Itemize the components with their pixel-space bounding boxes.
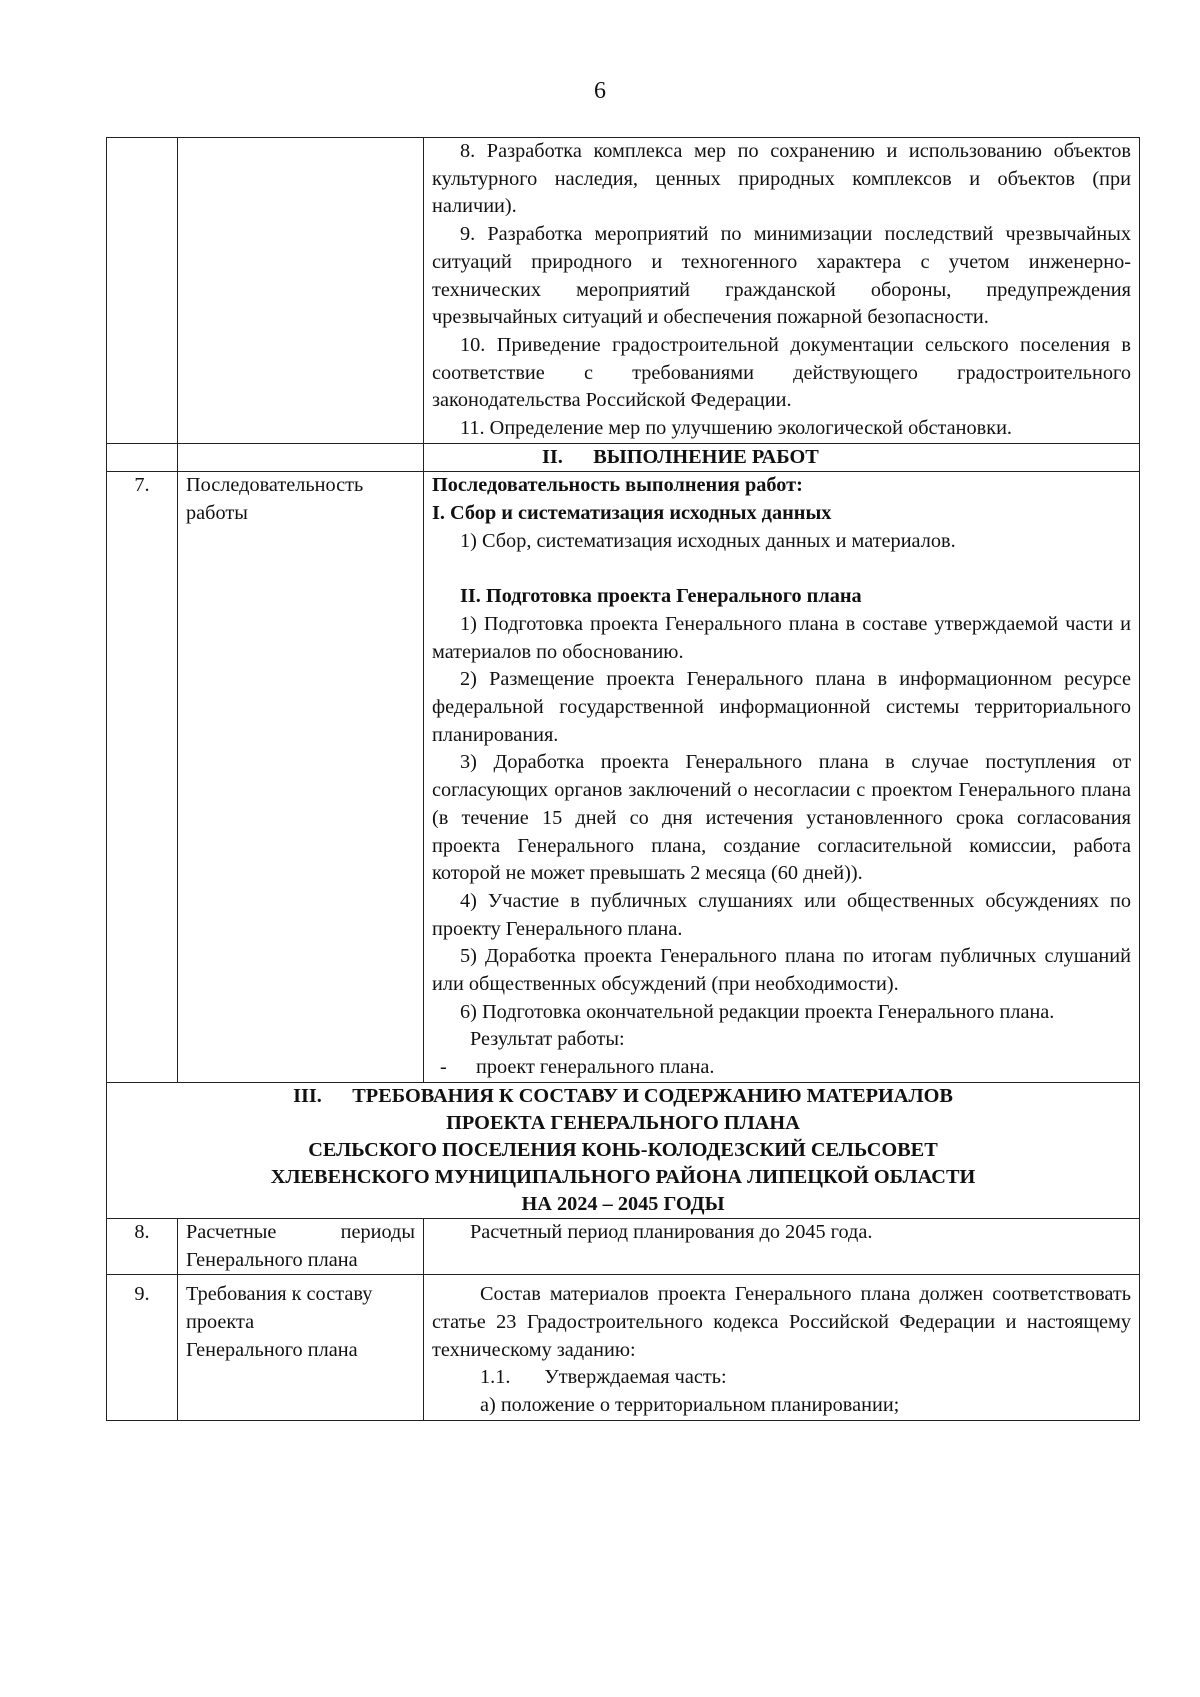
stage-1-title: I. Сбор и систематизация исходных данных	[432, 502, 832, 525]
page-number: 6	[594, 78, 606, 104]
requirements-table	[106, 137, 1140, 1421]
table-row	[107, 1275, 1140, 1421]
list-item: 9. Разработка мероприятий по минимизации последствий чрезвычайных ситуаций природного и техногенного характера с учетом инженерно-технических мероприятий гражданской обороны, предупреждения чрезвычайных ситуаций и обеспечения пожарной безопасности.	[432, 223, 1131, 329]
row-number: 9.	[107, 1275, 178, 1421]
row-label: Последовательность работы	[178, 472, 424, 1082]
list-item: 10. Приведение градостроительной документации сельского поселения в соответствие с требованиями действующего градостроительного законодательства Российской Федерации.	[432, 333, 1131, 412]
list-item: 1) Подготовка проекта Генерального плана в составе утверждаемой части и материалов по обоснованию.	[432, 612, 1131, 663]
list-item: 11. Определение мер по улучшению экологической обстановки.	[460, 417, 1012, 440]
row-number: 8.	[107, 1218, 178, 1274]
section-2-title: II. ВЫПОЛНЕНИЕ РАБОТ	[424, 443, 1140, 472]
result-label: Результат работы:	[470, 1028, 625, 1051]
row-content	[424, 472, 1140, 1082]
row-number: 7.	[107, 472, 178, 1082]
row-label: Требования к составу проекта Генерального плана	[178, 1275, 424, 1421]
row-content: Расчетный период планирования до 2045 года.	[424, 1218, 1140, 1274]
list-item: а) положение о территориальном планировании;	[480, 1394, 900, 1417]
table-row	[107, 1218, 1140, 1274]
section-header-row	[107, 1082, 1140, 1218]
continuation-cell	[424, 138, 1140, 444]
table-row	[107, 138, 1140, 444]
list-item: 2) Размещение проекта Генерального плана в информационном ресурсе федеральной государственной информационной системы территориального планирования.	[432, 668, 1131, 746]
list-item: 4) Участие в публичных слушаниях или общественных обсуждениях по проекту Генерального плана.	[432, 889, 1131, 940]
table-row	[107, 472, 1140, 1082]
list-item: 1.1. Утверждаемая часть:	[480, 1366, 727, 1389]
stage-2-title: II. Подготовка проекта Генерального плана	[460, 585, 862, 608]
result-item: - проект генерального плана.	[440, 1056, 715, 1079]
row-content: Состав материалов проекта Генерального плана должен соответствовать статье 23 Градостроительного кодекса Российской Федерации и настоящему техническому заданию: 1.1. Утверждаемая часть: а) положение о территориальном планировании;	[424, 1275, 1140, 1421]
row-label: Расчетные периоды Генерального плана	[178, 1218, 424, 1274]
list-item: 6) Подготовка окончательной редакции проекта Генерального плана.	[460, 1000, 1055, 1023]
list-item: 8. Разработка комплекса мер по сохранению и использованию объектов культурного наследия, ценных природных комплексов и объектов (при наличии).	[432, 140, 1131, 218]
work-sequence-heading: Последовательность выполнения работ:	[432, 474, 803, 497]
list-item: 3) Доработка проекта Генерального плана в случае поступления от согласующих органов заключений о несогласии с проектом Генерального плана (в течение 15 дней со дня истечения установленного срока согласования проекта Генерального плана, создание согласительной комиссии, работа которой не может превышать 2 месяца (60 дней)).	[432, 751, 1131, 885]
section-3-title: III. ТРЕБОВАНИЯ К СОСТАВУ И СОДЕРЖАНИЮ МАТЕРИАЛОВ ПРОЕКТА ГЕНЕРАЛЬНОГО ПЛАНА СЕЛЬСКОГО ПОСЕЛЕНИЯ КОНЬ-КОЛОДЕЗСКИЙ СЕЛЬСОВЕТ ХЛЕВЕНСКОГО МУНИЦИПАЛЬНОГО РАЙОНА ЛИПЕЦКОЙ ОБЛАСТИ НА 2024 – 2045 ГОДЫ	[107, 1082, 1140, 1218]
list-item: 5) Доработка проекта Генерального плана по итогам публичных слушаний или общественных обсуждений (при необходимости).	[432, 945, 1131, 996]
section-header-row	[107, 443, 1140, 472]
list-item: 1) Сбор, систематизация исходных данных и материалов.	[460, 529, 956, 552]
